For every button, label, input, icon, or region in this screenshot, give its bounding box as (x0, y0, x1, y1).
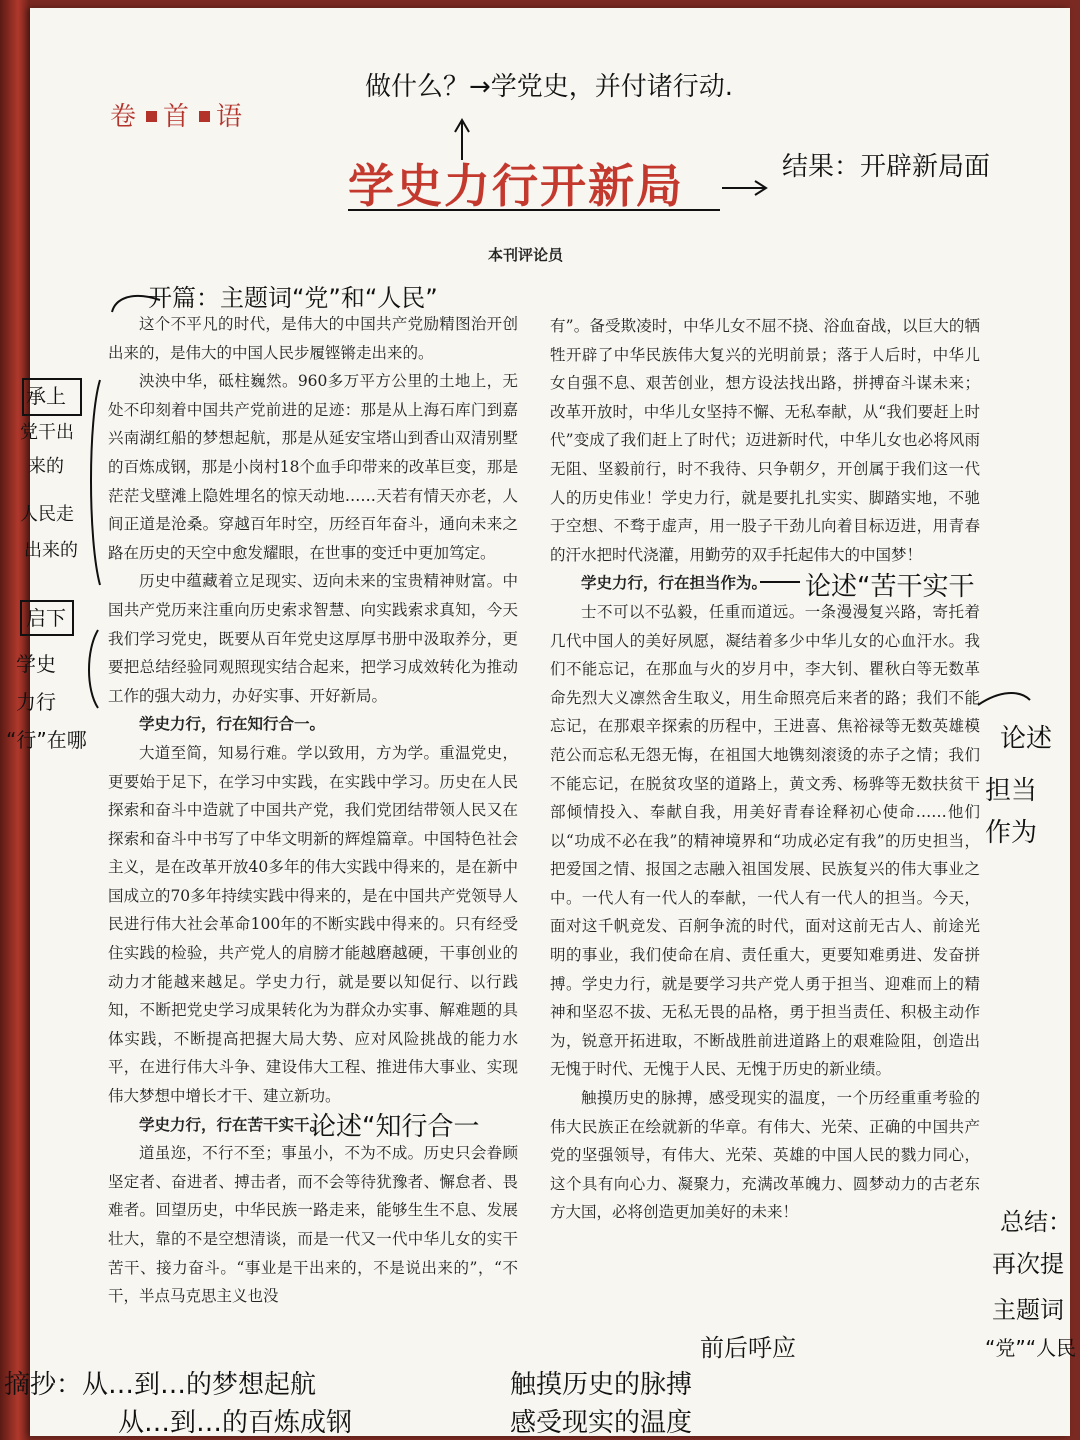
paragraph: 这个不平凡的时代，是伟大的中国共产党励精图治开创出来的，是伟大的中国人民步履铿锵走出来的。 (108, 315, 518, 362)
article-right-column (550, 312, 980, 1227)
note-summary-line: “党”“人民 (985, 1336, 1077, 1360)
note-excerpt-line: 摘抄：从…到…的梦想起航 (4, 1370, 317, 1400)
note-narrate-line: 作为 (985, 818, 1038, 848)
note-narrate: 论述“知行合一 (310, 1112, 480, 1142)
paragraph: 道虽迩，不行不至；事虽小，不为不成。历史只会眷顾坚定者、奋进者、搏击者，而不会等待犹豫者、懈怠者、畏难者。回望历史，中华民族一路走来，能够生生不息、发展壮大，靠的不是空想清谈，而是一代又一代中华儿女的实干苦干、接力奋斗。“事业是干出来的，不是说出来的”，“不干，半点马克思主义也没 (108, 1144, 518, 1306)
note-margin-line: 出来的 (24, 540, 78, 561)
book-spine (0, 0, 30, 1440)
note-margin-line: 力行 (16, 690, 56, 714)
note-margin-line: 党干出 (20, 422, 74, 443)
subheading: 学史力行，行在知行合一。 (139, 714, 326, 734)
note-narrate-line: 论述 (1000, 724, 1053, 754)
subheading: 学史力行，行在苦干实干。 (139, 1114, 326, 1134)
paragraph: 士不可以不弘毅，任重而道远。一条漫漫复兴路，寄托着几代中国人的美好夙愿，凝结着多少中华儿女的心血汗水。我们不能忘记，在那血与火的岁月中，李大钊、瞿秋白等无数革命先烈大义凛然舍生取义，用生命照亮后来者的路；我们不能忘记，在那艰辛探索的历程中，王进喜、焦裕禄等无数英雄模范公而忘私无怨无悔，在祖国大地镌刻滚烫的赤子之情；我们不能忘记，在脱贫攻坚的道路上，黄文秀、杨骅等无数扶贫干部倾情投入、奉献自我，用美好青春诠释初心使命……他们以“功成不必在我”的精神境界和“功成必定有我”的历史担当，把爱国之情、报国之志融入祖国发展、民族复兴的伟大事业之中。一代人有一代人的奉献，一代人有一代人的担当。今天，面对这千帆竞发、百舸争流的时代，面对这前无古人、前途光明的事业，我们使命在肩、责任重大，更要知难勇进、发奋拼搏。学史力行，就是要学习共产党人勇于担当、迎难而上的精神和坚忍不拔、无私无畏的品格，勇于担当责任、积极主动作为，锐意开拓进取，不断战胜前进道路上的艰难险阻，创造出无愧于时代、无愧于人民、无愧于历史的新业绩。 (550, 602, 980, 1079)
note-excerpt-line: 从…到…的百炼成钢 (118, 1408, 353, 1438)
note-echo: 前后呼应 (700, 1334, 796, 1362)
paragraph: 触摸历史的脉搏，感受现实的温度，一个历经重重考验的伟大民族正在绘就新的华章。有伟大、光荣、正确的中国共产党的坚强领导，有伟大、光荣、英雄的中国人民的戮力同心，这个具有向心力、凝聚力，充满改革魄力、圆梦动力的古老东方大国，必将创造更加美好的未来！ (550, 1089, 980, 1222)
article-byline: 本刊评论员 (488, 246, 564, 264)
note-margin-line: 来的 (28, 456, 64, 477)
note-top-question: 做什么？→学党史，并付诸行动. (365, 72, 734, 102)
note-summary-line: 主题词 (992, 1296, 1064, 1324)
note-narrate-line: 担当 (985, 776, 1038, 806)
paragraph: 历史中蕴藏着立足现实、迈向未来的宝贵精神财富。中国共产党历来注重向历史索求智慧、向实践索求真知，今天我们学习党史，既要从百年党史这厚厚书册中汲取养分，更要把总结经验同观照现实结合起来，把学习成效转化为推动工作的强大动力，办好实事、开好新局。 (108, 572, 518, 705)
note-margin-line: “行”在哪 (6, 728, 87, 752)
note-margin-line: 启下 (26, 606, 66, 630)
square-bullet-icon (146, 111, 157, 122)
note-margin-line: 学史 (16, 652, 56, 676)
note-excerpt-line: 感受现实的温度 (510, 1408, 693, 1438)
section-label-char: 语 (216, 102, 247, 132)
note-margin-line: 承上 (26, 384, 66, 408)
note-summary-line: 总结： (1000, 1208, 1072, 1236)
paragraph: 有”。备受欺凌时，中华儿女不屈不挠、浴血奋战，以巨大的牺牲开辟了中华民族伟大复兴的光明前景；落于人后时，中华儿女自强不息、艰苦创业，想方设法找出路，拼搏奋斗谋未来；改革开放时，中华儿女坚持不懈、无私奉献，从“我们要赶上时代”变成了我们赶上了时代；迈进新时代，中华儿女也必将风雨无阻、坚毅前行，时不我待、只争朝夕，开创属于我们这一代人的历史伟业！学史力行，就是要扎扎实实、脚踏实地，不驰于空想、不骛于虚声，用一股子干劲儿向着目标迈进，用青春的汗水把时代浇灌，用勤劳的双手托起伟大的中国梦！ (550, 317, 980, 564)
paragraph: 泱泱中华，砥柱巍然。960多万平方公里的土地上，无处不印刻着中国共产党前进的足迹：那是从上海石库门到嘉兴南湖红船的梦想起航，那是从延安宝塔山到香山双清别墅的百炼成钢，那是小岗村18个血手印带来的改革巨变，那是茫茫戈壁滩上隐姓埋名的惊天动地……天若有情天亦老，人间正道是沧桑。穿越百年时空，历经百年奋斗，通向未来之路在历史的天空中愈发耀眼，在世事的变迁中更加笃定。 (108, 372, 518, 562)
subheading: 学史力行，行在担当作为。 (581, 573, 768, 593)
paragraph: 大道至简，知易行难。学以致用，方为学。重温党史，更要始于足下，在学习中实践，在实践中学习。历史在人民探索和奋斗中造就了中国共产党，我们党团结带领人民又在探索和奋斗中书写了中华文明新的辉煌篇章。中国特色社会主义，是在改革开放40多年的伟大实践中得来的，是在新中国成立的70多年持续实践中得来的，是在中国共产党领导人民进行伟大社会革命100年的不断实践中得来的。只有经受住实践的检验，共产党人的肩膀才能越磨越硬，干事创业的动力才能越来越足。学史力行，就是要以知促行、以行践知，不断把党史学习成果转化为为群众办实事、解难题的具体实践，不断提高把握大局大势、应对风险挑战的能力水平，在进行伟大斗争、建设伟大工程、推进伟大事业、实现伟大梦想中增长才干、建立新功。 (108, 743, 518, 1106)
article-left-column (108, 310, 518, 1311)
note-opening: 开篇：主题词“党”和“人民” (148, 284, 438, 312)
note-result: 结果：开辟新局面 (782, 152, 991, 182)
note-margin-line: 人民走 (20, 504, 74, 525)
note-narrate: 论述“苦干实干 (805, 572, 975, 602)
section-label (110, 96, 246, 133)
section-label-char: 卷 (110, 102, 141, 132)
note-excerpt-line: 触摸历史的脉搏 (510, 1370, 693, 1400)
section-label-char: 首 (163, 102, 194, 132)
note-summary-line: 再次提 (992, 1250, 1064, 1278)
article-title: 学史力行开新局 (348, 159, 684, 213)
square-bullet-icon (199, 111, 210, 122)
